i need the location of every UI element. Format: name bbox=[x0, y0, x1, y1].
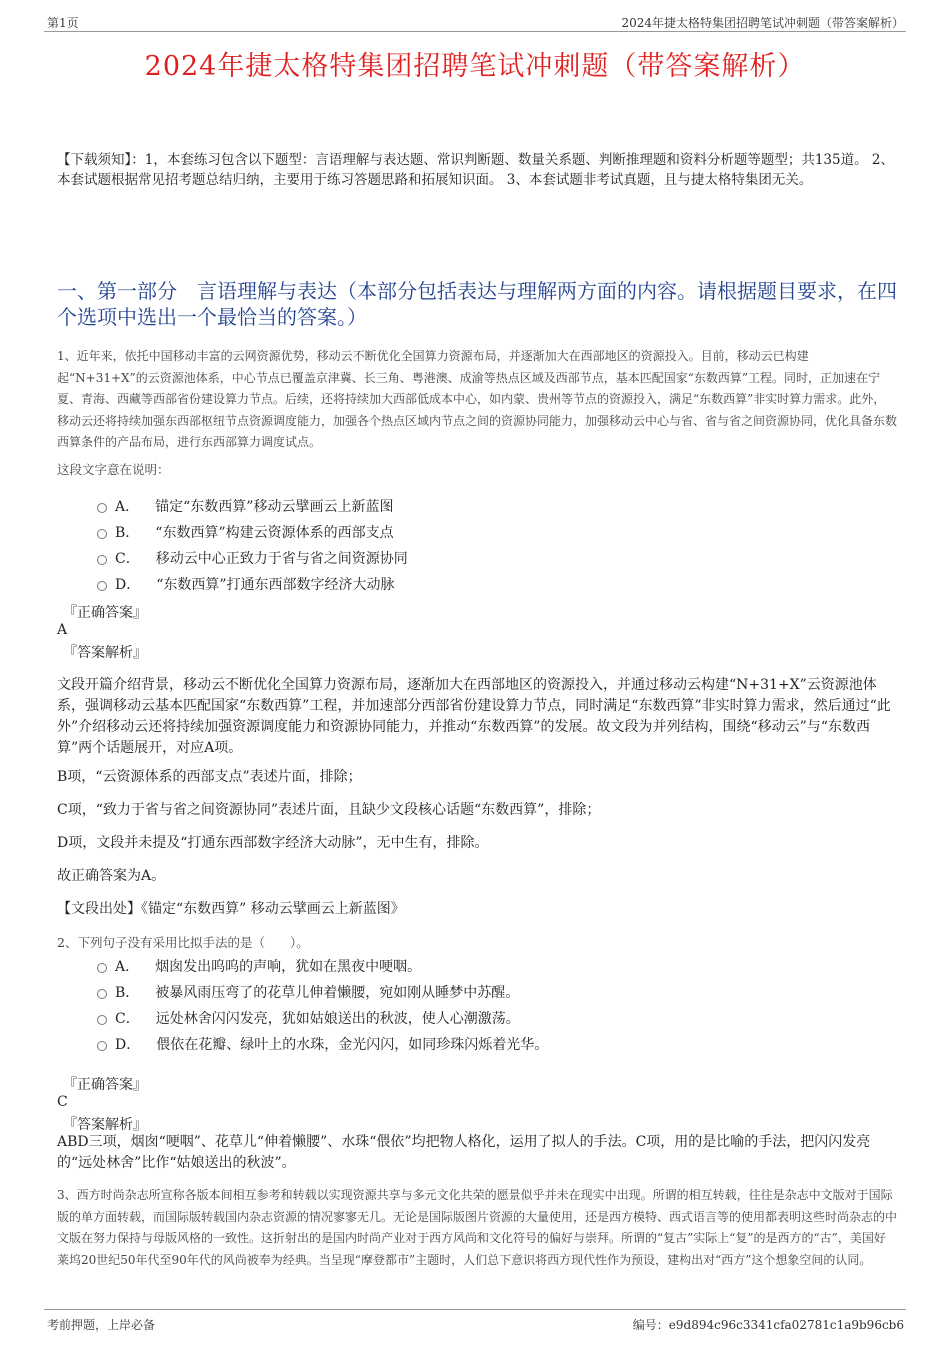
q1-analysis-option-d: D项，文段并未提及“打通东西部数字经济大动脉”，无中生有，排除。 bbox=[57, 835, 489, 851]
page-title: 2024年捷太格特集团招聘笔试冲刺题（带答案解析） bbox=[144, 51, 806, 82]
footer-doc-id: 编号：e9d894c96c3341cfa02781c1a9b96cb6 bbox=[632, 1318, 904, 1332]
option-label: B． bbox=[115, 985, 140, 1001]
question-1-prompt: 这段文字意在说明： bbox=[57, 462, 170, 477]
q1-analysis-label: 『答案解析』 bbox=[63, 645, 147, 661]
option-label: C． bbox=[115, 551, 140, 567]
header-page-number: 第1页 bbox=[47, 16, 79, 30]
radio-icon[interactable] bbox=[97, 989, 107, 999]
radio-icon[interactable] bbox=[97, 555, 107, 565]
header-divider bbox=[44, 31, 906, 32]
section-title: 一、第一部分 言语理解与表达（本部分包括表达与理解两方面的内容。请根据题目要求，在四个选项中选出一个最恰当的答案。） bbox=[57, 279, 897, 329]
download-notice: 【下载须知】：1，本套练习包含以下题型：言语理解与表达题、常识判断题、数量关系题、判断推理题和资料分析题等题型；共135道。 2、本套试题根据常见招考题总结归纳，主要用于练习答题思路和拓展知识面。 3、本套试题非考试真题，且与捷太格特集团无关。 bbox=[57, 152, 894, 188]
radio-icon[interactable] bbox=[97, 1015, 107, 1025]
option-label: B． bbox=[115, 525, 140, 541]
q1-conclusion: 故正确答案为A。 bbox=[57, 868, 166, 884]
question-3-text: 3、西方时尚杂志所宣称各版本间相互参考和转载以实现资源共享与多元文化共荣的愿景似乎并未在现实中出现。所谓的相互转载，往往是杂志中文版对于国际版的单方面转载，而国际版转载国内杂志资源的情况寥寥无几。无论是国际版图片资源的大量使用，还是西方模特、西式语言等的使用都表明这些时尚杂志的中文版在努力保持与母版风格的一致性。这折射出的是国内时尚产业对于西方风尚和文化符号的偏好与崇拜。所谓的“复古”实际上“复”的是西方的“古”，美国好莱坞20世纪50年代至90年代的风尚被奉为经典。当呈现“摩登都市”主题时，人们总下意识将西方现代性作为预设，建构出对“西方”这个想象空间的认同。 bbox=[57, 1188, 898, 1267]
footer-divider bbox=[44, 1309, 906, 1310]
q2-answer-value: C bbox=[57, 1094, 68, 1110]
q2-analysis-label: 『答案解析』 bbox=[63, 1117, 147, 1133]
q1-answer-value: A bbox=[57, 622, 68, 638]
q1-answer-label: 『正确答案』 bbox=[63, 605, 147, 621]
q2-option-c[interactable] bbox=[97, 1008, 520, 1028]
option-label: A． bbox=[115, 499, 140, 515]
radio-icon[interactable] bbox=[97, 1041, 107, 1051]
option-label: A． bbox=[115, 959, 140, 975]
option-text: 锚定“东数西算”移动云擘画云上新蓝图 bbox=[155, 499, 394, 515]
q1-option-b[interactable] bbox=[97, 522, 394, 542]
q2-analysis-text: ABD三项，烟囱“哽咽”、花草儿“伸着懒腰”、水珠“偎依”均把物人格化，运用了拟人的手法。C项，用的是比喻的手法，把闪闪发亮的“远处林舍”比作“姑娘送出的秋波”。 bbox=[57, 1134, 871, 1171]
radio-icon[interactable] bbox=[97, 503, 107, 513]
option-label: D． bbox=[115, 1037, 141, 1053]
q1-option-d[interactable] bbox=[97, 574, 395, 594]
option-label: C． bbox=[115, 1011, 140, 1027]
radio-icon[interactable] bbox=[97, 581, 107, 591]
q2-option-a[interactable] bbox=[97, 956, 421, 976]
radio-icon[interactable] bbox=[97, 529, 107, 539]
option-text: 偎依在花瓣、绿叶上的水珠，金光闪闪，如同珍珠闪烁着光华。 bbox=[156, 1037, 549, 1053]
q1-option-c[interactable] bbox=[97, 548, 408, 568]
q2-option-b[interactable] bbox=[97, 982, 519, 1002]
q2-answer-label: 『正确答案』 bbox=[63, 1077, 147, 1093]
footer-slogan: 考前押题，上岸必备 bbox=[47, 1318, 156, 1332]
option-label: D． bbox=[115, 577, 141, 593]
option-text: 被暴风雨压弯了的花草儿伸着懒腰，宛如刚从睡梦中苏醒。 bbox=[155, 985, 520, 1001]
option-text: 远处林舍闪闪发亮，犹如姑娘送出的秋波，使人心潮激荡。 bbox=[155, 1011, 520, 1027]
q1-analysis-option-b: B项，“云资源体系的西部支点”表述片面，排除； bbox=[57, 769, 362, 785]
q1-analysis-option-c: C项，“致力于省与省之间资源协同”表述片面，且缺少文段核心话题“东数西算”，排除； bbox=[57, 802, 601, 818]
q1-analysis-text: 文段开篇介绍背景，移动云不断优化全国算力资源布局，逐渐加大在西部地区的资源投入，并通过移动云构建“N+31+X”云资源池体系，强调移动云基本匹配国家“东数西算”工程，并加速部分西部省份建设算力节点，同时满足“东数西算”非实时算力需求，然后通过“此外”介绍移动云还将持续加强资源调度能力和资源协同能力，并推动“东数西算”的发展。故文段为并列结构，围绕“移动云”与“东数西算”两个话题展开，对应A项。 bbox=[57, 677, 891, 756]
q1-source: 【文段出处】《锚定“东数西算” 移动云擘画云上新蓝图》 bbox=[57, 901, 405, 917]
q1-option-a[interactable] bbox=[97, 496, 393, 516]
question-2-text: 2、下列句子没有采用比拟手法的是（ ）。 bbox=[57, 935, 309, 950]
question-1-text: 1、近年来，依托中国移动丰富的云网资源优势，移动云不断优化全国算力资源布局，并逐渐加大在西部地区的资源投入。目前，移动云已构建起“N+31+X”的云资源池体系，中心节点已覆盖京津冀、长三角、粤港澳、成渝等热点区域及西部节点，基本匹配国家“东数西算”工程。同时，正加速在宁夏、青海、西藏等西部省份建设算力节点。后续，还将持续加大西部低成本中心，如内蒙、贵州等节点的资源投入，满足“东数西算”非实时算力需求。此外，移动云还将持续加强东西部枢纽节点资源调度能力，加强各个热点区域内节点之间的资源协同能力，加强移动云中心与省、省与省之间资源协同，优化具备东数西算条件的产品布局，进行东西部算力调度试点。 bbox=[57, 349, 898, 449]
q2-option-d[interactable] bbox=[97, 1034, 548, 1054]
option-text: “东数西算”构建云资源体系的西部支点 bbox=[155, 525, 394, 541]
option-text: “东数西算”打通东西部数字经济大动脉 bbox=[156, 577, 395, 593]
header-doc-title: 2024年捷太格特集团招聘笔试冲刺题（带答案解析） bbox=[621, 16, 904, 30]
option-text: 移动云中心正致力于省与省之间资源协同 bbox=[155, 551, 408, 567]
radio-icon[interactable] bbox=[97, 963, 107, 973]
option-text: 烟囱发出呜呜的声响，犹如在黑夜中哽咽。 bbox=[155, 959, 422, 975]
